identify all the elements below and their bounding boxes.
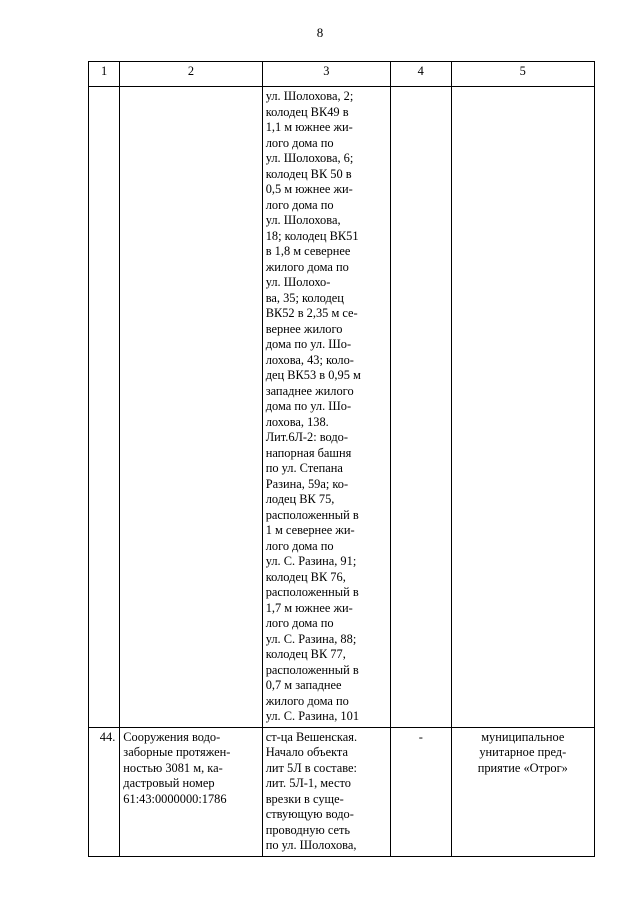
text-line: дастровый номер: [123, 776, 215, 790]
cell-number: [89, 87, 120, 728]
cell-col4: [390, 87, 451, 728]
text-line: приятие «Отрог»: [477, 760, 568, 775]
text-line: ствующую водо-: [265, 807, 354, 821]
header-cell-2: 2: [120, 62, 262, 87]
cell-name: [120, 87, 262, 728]
text-line: Разина, 59а; ко-: [265, 476, 349, 491]
text-line: Лит.6Л-2: водо-: [265, 430, 349, 444]
text-line: ст-ца Вешенская.: [265, 729, 358, 744]
text-line: расположенный в: [265, 585, 359, 599]
cell-location: [262, 87, 390, 728]
text-line: лого дома по: [265, 616, 334, 630]
text-line: ул. С. Разина, 91;: [265, 554, 357, 568]
text-line: ул. С. Разина, 101: [265, 709, 360, 723]
text-line: напорная башня: [265, 445, 352, 460]
header-cell-1: 1: [89, 62, 120, 87]
cell-col4: -: [390, 727, 451, 856]
text-line: 61:43:0000000:1786: [123, 791, 227, 806]
header-cell-4: 4: [390, 62, 451, 87]
header-cell-3: 3: [262, 62, 390, 87]
text-line: расположенный в: [265, 662, 359, 677]
text-line: лого дома по: [265, 135, 334, 150]
text-line: ва, 35; колодец: [265, 290, 344, 305]
text-line: лит. 5Л-1, место: [265, 776, 351, 790]
text-line: 1,1 м южнее жи-: [265, 120, 353, 134]
text-line: ВК52 в 2,35 м се-: [265, 306, 358, 320]
text-line: ул. С. Разина, 88;: [265, 631, 357, 646]
table-row-continued: [89, 87, 595, 728]
text-line: 1 м севернее жи-: [265, 523, 355, 537]
text-line: ул. Шолохова,: [265, 213, 341, 227]
text-line: 1,7 м южнее жи-: [265, 600, 353, 615]
text-line: дома по ул. Шо-: [265, 337, 352, 351]
text-line: лодец ВК 75,: [265, 492, 335, 506]
text-line: в 1,8 м севернее: [265, 244, 351, 258]
cell-holder: [451, 87, 594, 728]
text-line: колодец ВК 76,: [265, 569, 346, 584]
text-line: колодец ВК49 в: [265, 104, 349, 119]
text-line: проводную сеть: [265, 822, 351, 837]
text-line: лохова, 43; коло-: [265, 352, 354, 367]
text-line: дец ВК53 в 0,95 м: [265, 368, 361, 382]
table-row-44: [89, 727, 595, 856]
text-line: жилого дома по: [265, 259, 349, 274]
text-line: Сооружения водо-: [123, 729, 221, 744]
text-line: врезки в суще-: [265, 791, 344, 806]
text-line: 18; колодец ВК51: [265, 228, 359, 243]
text-line: ул. Шолохова, 6;: [265, 151, 354, 165]
text-line: 0,5 м южнее жи-: [265, 182, 353, 196]
text-line: ул. Шолохо-: [265, 275, 331, 289]
text-line: западнее жилого: [265, 383, 354, 398]
document-table: [88, 61, 595, 857]
text-line: колодец ВК 77,: [265, 647, 346, 661]
text-line: дома по ул. Шо-: [265, 399, 352, 413]
text-line: жилого дома по: [265, 693, 349, 708]
text-line: лого дома по: [265, 197, 334, 212]
text-line: колодец ВК 50 в: [265, 166, 352, 181]
text-line: ул. Шолохова, 2;: [265, 89, 354, 103]
text-line: лит 5Л в составе:: [265, 760, 357, 775]
header-cell-5: 5: [451, 62, 594, 87]
cell-number: 44.: [89, 727, 120, 856]
text-line: расположенный в: [265, 507, 359, 522]
text-line: унитарное пред-: [479, 745, 567, 759]
text-line: лого дома по: [265, 538, 334, 553]
text-line: лохова, 138.: [265, 414, 329, 429]
page-number: 8: [316, 25, 324, 40]
cell-holder: [451, 727, 594, 856]
text-line: 0,7 м западнее: [265, 678, 342, 692]
cell-name: [120, 727, 262, 856]
text-line: заборные протяжен-: [123, 745, 231, 759]
text-line: Начало объекта: [265, 745, 348, 759]
text-line: вернее жилого: [265, 321, 343, 336]
table-header-row: [89, 62, 595, 87]
text-line: по ул. Шолохова,: [265, 838, 357, 852]
text-line: муниципальное: [481, 729, 565, 744]
text-line: ностью 3081 м, ка-: [123, 760, 223, 775]
text-line: по ул. Степана: [265, 461, 343, 475]
cell-location: [262, 727, 390, 856]
